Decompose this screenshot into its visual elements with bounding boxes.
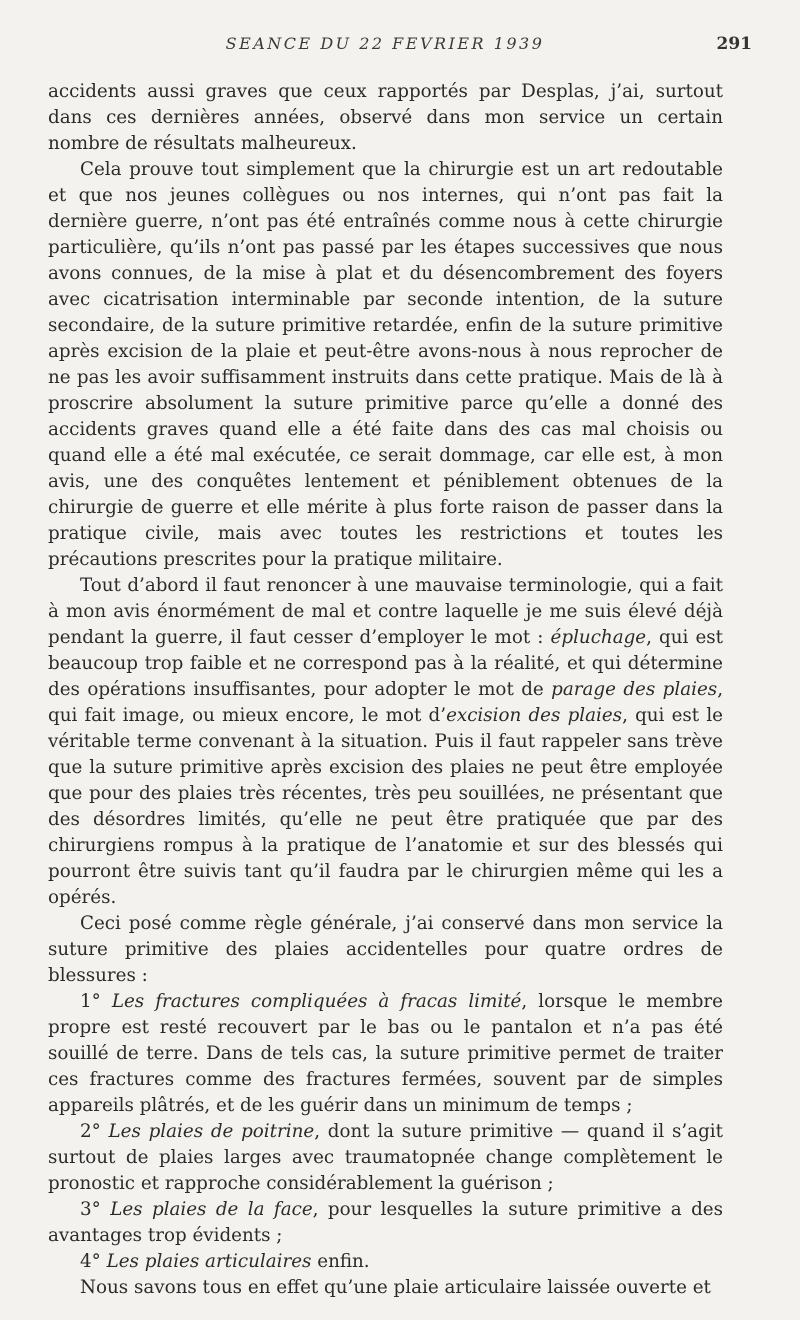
italic-run: épluchage	[550, 627, 647, 648]
paragraph-4	[48, 911, 723, 989]
italic-run: parage des plaies	[551, 679, 718, 700]
text-run: 3°	[80, 1199, 111, 1220]
page-number: 291	[716, 34, 752, 54]
text-run: Tout d’abord il faut renoncer à une mauvaise terminologie, qui a fait à mon avis énormément de mal et contre laquelle je me suis élevé déjà pendant la guerre, il faut cesser d’employer le mot :	[48, 575, 723, 648]
paragraph-1	[48, 79, 723, 157]
text-run: , qui est le véritable terme convenant à la situation. Puis il faut rappeler sans trève que la suture primitive après excision des plaies ne peut être employée que pour des plaies très récentes, très peu souillées, ne présentant que des désordres limités, qu’elle ne peut être pratiquée que par des chirurgiens rompus à la pratique de l’anatomie et sur des blessés qui pourront être suivis tant qu’il faudra par le chirurgien même qui les a opérés.	[48, 705, 723, 908]
running-title: SEANCE DU 22 FEVRIER 1939	[225, 34, 545, 53]
page-header	[48, 34, 752, 58]
body-text	[48, 79, 723, 1301]
text-run: , lorsque le membre propre est resté recouvert par le bas ou le pantalon et n’a pas été souillé de terre. Dans de tels cas, la suture primitive permet de traiter ces fractures comme des fractures fermées, souvent par de simples appareils plâtrés, et de les guérir dans un minimum de temps ;	[48, 991, 723, 1116]
paragraph-3	[48, 573, 723, 911]
text-run: 2°	[80, 1121, 109, 1142]
text-run: , dont la suture primitive — quand il s’agit surtout de plaies larges avec traumatopnée change complètement le pronostic et rapproche considérablement la guérison ;	[48, 1121, 723, 1194]
italic-run: Les plaies articulaires	[106, 1251, 312, 1272]
text-run: 4°	[80, 1251, 107, 1272]
list-item-4	[48, 1249, 723, 1275]
text-run: enfin.	[311, 1251, 370, 1272]
text-run: , qui fait image, ou mieux encore, le mot d’	[48, 679, 723, 726]
text-run: Ceci posé comme règle générale, j’ai conservé dans mon service la suture primitive des plaies accidentelles pour quatre ordres de blessures :	[48, 913, 723, 986]
text-run: Cela prouve tout simplement que la chirurgie est un art redoutable et que nos jeunes collègues ou nos internes, qui n’ont pas fait la dernière guerre, n’ont pas été entraînés comme nous à cette chirurgie particulière, qu’ils n’ont pas passé par les étapes successives que nous avons connues, de la mise à plat et du désencombrement des foyers avec cicatrisation interminable par seconde intention, de la suture secondaire, de la suture primitive retardée, enfin de la suture primitive après excision de la plaie et peut-être avons-nous à nous reprocher de ne pas les avoir suffisamment instruits dans cette pratique. Mais de là à proscrire absolument la suture primitive parce qu’elle a donné des accidents graves quand elle a été faite dans des cas mal choisis ou quand elle a été mal exécutée, ce serait dommage, car elle est, à mon avis, une des conquêtes lentement et péniblement obtenues de la chirurgie de guerre et elle mérite à plus forte raison de passer dans la pratique civile, mais avec toutes les restrictions et toutes les précautions prescrites pour la pratique militaire.	[48, 159, 723, 570]
text-run: , qui est beaucoup trop faible et ne correspond pas à la réalité, et qui détermine des opérations insuffisantes, pour adopter le mot de	[48, 627, 723, 700]
italic-run: Les plaies de la face	[110, 1199, 313, 1220]
text-run: 1°	[80, 991, 112, 1012]
list-item-2	[48, 1119, 723, 1197]
list-item-1	[48, 989, 723, 1119]
text-run: Nous savons tous en effet qu’une plaie articulaire laissée ouverte et	[80, 1277, 711, 1298]
list-item-3	[48, 1197, 723, 1249]
text-run: accidents aussi graves que ceux rapportés par Desplas, j’ai, surtout dans ces dernières années, observé dans mon service un certain nombre de résultats malheureux.	[48, 81, 723, 154]
italic-run: excision des plaies	[446, 705, 623, 726]
italic-run: Les plaies de poitrine	[108, 1121, 315, 1142]
paragraph-2	[48, 157, 723, 573]
text-run: , pour lesquelles la suture primitive a des avantages trop évidents ;	[48, 1199, 723, 1246]
italic-run: Les fractures compliquées à fracas limité	[111, 991, 522, 1012]
paragraph-5	[48, 1275, 723, 1301]
